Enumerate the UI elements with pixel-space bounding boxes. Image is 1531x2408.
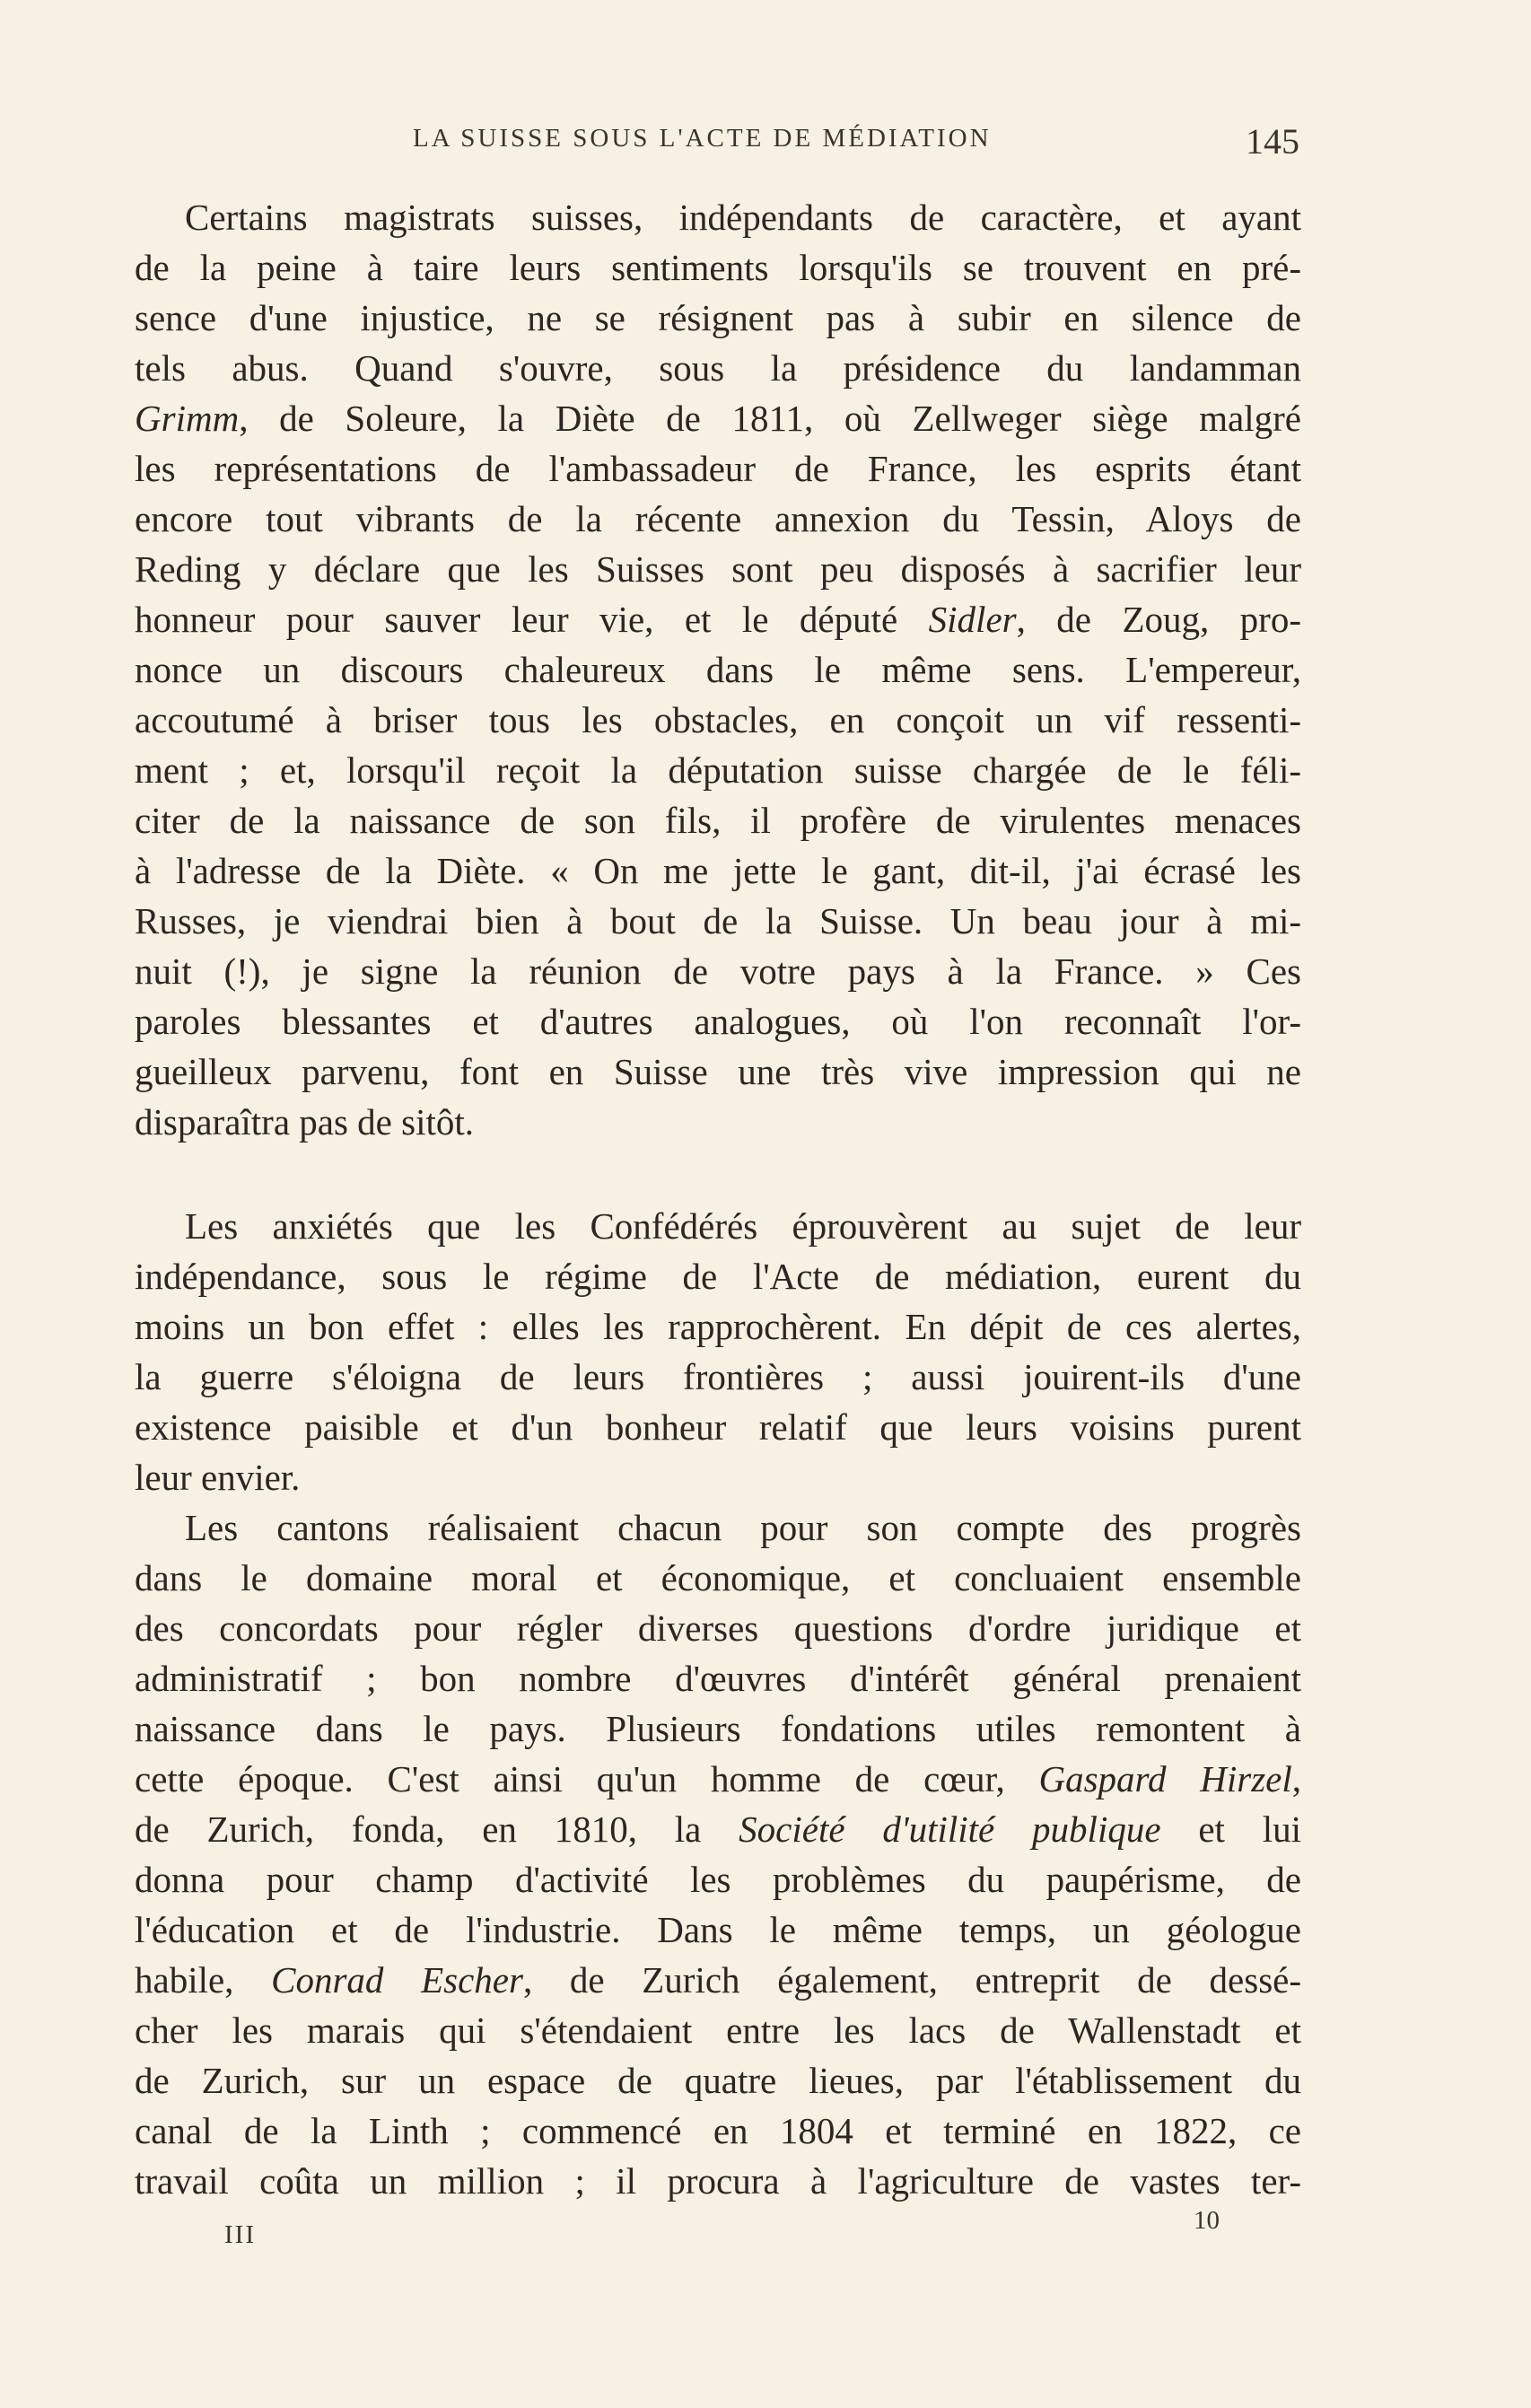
text-line: citer de la naissance de son fils, il profère de virulentes menaces [135, 800, 1301, 841]
text-line: leur envier. [135, 1457, 301, 1498]
text-line: cher les marais qui s'étendaient entre les lacs de Wallenstadt et [135, 2010, 1301, 2051]
page-footer [224, 2206, 1238, 2249]
text-line: travail coûta un million ; il procura à l'agriculture de vastes ter- [135, 2160, 1301, 2202]
text-line: de Zurich, sur un espace de quatre lieues, par l'établissement du [135, 2060, 1301, 2101]
text-line: Certains magistrats suisses, indépendants de caractère, et ayant [185, 197, 1301, 238]
text-line: Reding y déclare que les Suisses sont peu disposés à sacrifier leur [135, 548, 1301, 590]
running-head [142, 121, 1299, 169]
italic-name: Société d'utilité publique [739, 1808, 1161, 1850]
italic-name: Gaspard Hirzel [1038, 1758, 1292, 1799]
paragraph [135, 1201, 1301, 1502]
text-line: canal de la Linth ; commencé en 1804 et terminé en 1822, ce [135, 2110, 1301, 2151]
text-line: paroles blessantes et d'autres analogues, où l'on reconnaît l'or- [135, 1001, 1301, 1042]
text-line: moins un bon effet : elles les rapprochèrent. En dépit de ces alertes, [135, 1306, 1301, 1347]
text-line: cette époque. C'est ainsi qu'un homme de cœur, Gaspard Hirzel, [135, 1758, 1301, 1799]
text-line: tels abus. Quand s'ouvre, sous la présidence du landamman [135, 347, 1301, 389]
paragraph [135, 1502, 1301, 2206]
text-line: gueilleux parvenu, font en Suisse une très vive impression qui ne [135, 1051, 1301, 1092]
text-line: la guerre s'éloigna de leurs frontières ; aussi jouirent-ils d'une [135, 1356, 1301, 1397]
italic-name: Grimm [135, 398, 240, 439]
running-title: LA SUISSE SOUS L'ACTE DE MÉDIATION [413, 124, 992, 153]
text-line: donna pour champ d'activité les problèmes du paupérisme, de [135, 1859, 1301, 1900]
paragraph [135, 192, 1301, 1147]
page-number: 145 [1246, 121, 1299, 162]
text-line: Russes, je viendrai bien à bout de la Suisse. Un beau jour à mi- [135, 900, 1301, 941]
sheet-number: 10 [1194, 2206, 1220, 2235]
text-line: Les cantons réalisaient chacun pour son compte des progrès [185, 1507, 1301, 1548]
text-line: à l'adresse de la Diète. « On me jette le gant, dit-il, j'ai écrasé les [135, 850, 1301, 891]
text-line: naissance dans le pays. Plusieurs fondations utiles remontent à [135, 1708, 1301, 1749]
text-line: existence paisible et d'un bonheur relatif que leurs voisins purent [135, 1406, 1301, 1448]
text-line: sence d'une injustice, ne se résignent pas à subir en silence de [135, 297, 1301, 338]
text-line: dans le domaine moral et économique, et concluaient ensemble [135, 1557, 1301, 1598]
text-line: administratif ; bon nombre d'œuvres d'intérêt général prenaient [135, 1658, 1301, 1699]
text-line: encore tout vibrants de la récente annexion du Tessin, Aloys de [135, 498, 1301, 539]
text-line: indépendance, sous le régime de l'Acte de médiation, eurent du [135, 1256, 1301, 1297]
text-line: ment ; et, lorsqu'il reçoit la députation suisse chargée de le féli- [135, 749, 1301, 791]
italic-name: Sidler [928, 599, 1017, 640]
volume-signature: III [224, 2220, 256, 2249]
text-line: de Zurich, fonda, en 1810, la Société d'utilité publique et lui [135, 1808, 1301, 1850]
text-line: l'éducation et de l'industrie. Dans le même temps, un géologue [135, 1909, 1301, 1950]
text-line: honneur pour sauver leur vie, et le député Sidler, de Zoug, pro- [135, 599, 1301, 640]
italic-name: Conrad Escher [271, 1959, 523, 2001]
text-line: Les anxiétés que les Confédérés éprouvèrent au sujet de leur [185, 1205, 1301, 1247]
text-line: Grimm, de Soleure, la Diète de 1811, où Zellweger siège malgré [135, 398, 1301, 439]
text-line: nonce un discours chaleureux dans le même sens. L'empereur, [135, 649, 1301, 690]
text-line: des concordats pour régler diverses questions d'ordre juridique et [135, 1607, 1301, 1649]
text-line: accoutumé à briser tous les obstacles, en conçoit un vif ressenti- [135, 699, 1301, 740]
text-line: nuit (!), je signe la réunion de votre pays à la France. » Ces [135, 950, 1301, 992]
text-line: habile, Conrad Escher, de Zurich également, entreprit de dessé- [135, 1959, 1301, 2001]
text-line: les représentations de l'ambassadeur de France, les esprits étant [135, 448, 1301, 489]
text-line: de la peine à taire leurs sentiments lorsqu'ils se trouvent en pré- [135, 247, 1301, 288]
text-line: disparaîtra pas de sitôt. [135, 1101, 475, 1143]
